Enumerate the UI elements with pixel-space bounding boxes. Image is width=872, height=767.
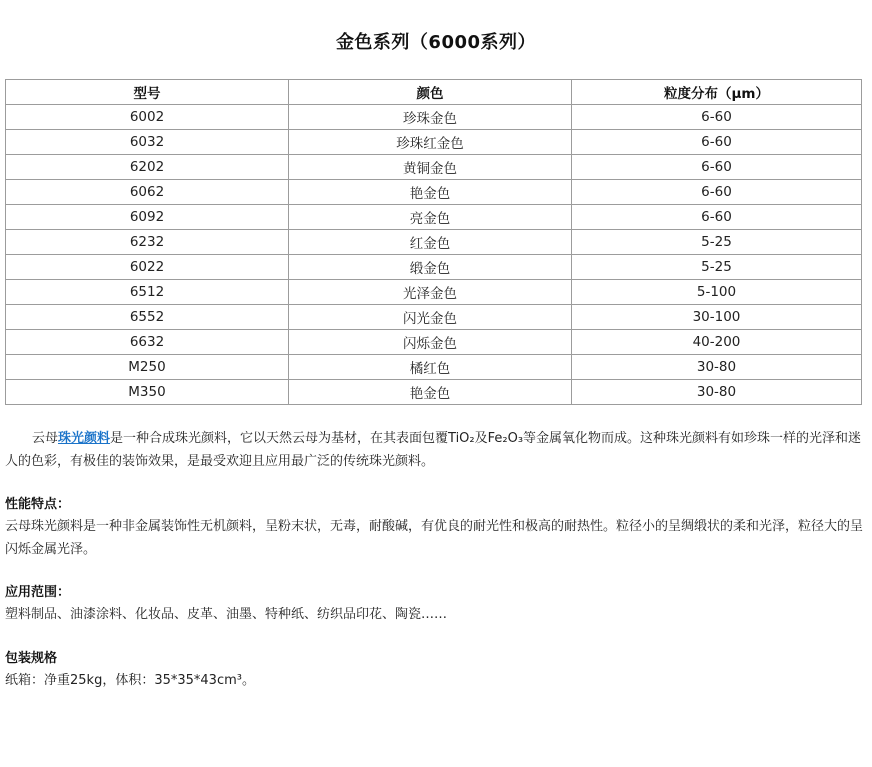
cell-particle-size: 30-80 xyxy=(572,380,862,405)
column-header-model: 型号 xyxy=(6,80,289,105)
table-row xyxy=(6,380,862,405)
spec-table xyxy=(5,79,862,405)
table-row xyxy=(6,180,862,205)
cell-model: 6232 xyxy=(6,230,289,255)
applications-heading: 应用范围： xyxy=(5,585,71,600)
intro-prefix: 云母 xyxy=(32,431,59,446)
cell-particle-size: 6-60 xyxy=(572,105,862,130)
cell-model: 6022 xyxy=(6,255,289,280)
cell-color: 珍珠红金色 xyxy=(289,130,572,155)
cell-particle-size: 6-60 xyxy=(572,130,862,155)
packaging-heading: 包装规格 xyxy=(5,651,58,666)
cell-particle-size: 5-25 xyxy=(572,230,862,255)
table-row xyxy=(6,155,862,180)
cell-particle-size: 5-100 xyxy=(572,280,862,305)
table-row xyxy=(6,355,862,380)
cell-color: 闪烁金色 xyxy=(289,330,572,355)
cell-model: M250 xyxy=(6,355,289,380)
column-header-color: 颜色 xyxy=(289,80,572,105)
cell-color: 闪光金色 xyxy=(289,305,572,330)
cell-model: M350 xyxy=(6,380,289,405)
cell-color: 橘红色 xyxy=(289,355,572,380)
features-text: 云母珠光颜料是一种非金属装饰性无机颜料，呈粉末状，无毒，耐酸碱，有优良的耐光性和极高的耐热性。粒径小的呈绸缎状的柔和光泽，粒径大的呈闪烁金属光泽。 xyxy=(5,519,864,557)
cell-color: 珍珠金色 xyxy=(289,105,572,130)
table-row xyxy=(6,305,862,330)
cell-color: 黄铜金色 xyxy=(289,155,572,180)
column-header-particle-size: 粒度分布（μm） xyxy=(572,80,862,105)
cell-model: 6092 xyxy=(6,205,289,230)
table-row xyxy=(6,205,862,230)
cell-color: 缎金色 xyxy=(289,255,572,280)
cell-particle-size: 5-25 xyxy=(572,255,862,280)
cell-particle-size: 6-60 xyxy=(572,205,862,230)
cell-model: 6002 xyxy=(6,105,289,130)
features-heading: 性能特点： xyxy=(5,497,71,512)
cell-model: 6512 xyxy=(6,280,289,305)
cell-color: 艳金色 xyxy=(289,380,572,405)
intro-text: 是一种合成珠光颜料，它以天然云母为基材，在其表面包覆TiO₂及Fe₂O₃等金属氧化物而成。这种珠光颜料有如珍珠一样的光泽和迷人的色彩，有极佳的装饰效果，是最受欢迎且应用最广泛的传统珠光颜料。 xyxy=(5,431,862,469)
cell-particle-size: 40-200 xyxy=(572,330,862,355)
table-row xyxy=(6,105,862,130)
intro-paragraph xyxy=(5,427,863,473)
table-row xyxy=(6,280,862,305)
cell-color: 红金色 xyxy=(289,230,572,255)
table-row xyxy=(6,130,862,155)
cell-model: 6062 xyxy=(6,180,289,205)
table-row xyxy=(6,330,862,355)
table-header-row xyxy=(6,80,862,105)
table-row xyxy=(6,255,862,280)
pearl-pigment-link[interactable]: 珠光颜料 xyxy=(58,431,111,446)
cell-particle-size: 6-60 xyxy=(572,180,862,205)
page-title: 金色系列（6000系列） xyxy=(335,32,537,53)
cell-color: 光泽金色 xyxy=(289,280,572,305)
cell-color: 亮金色 xyxy=(289,205,572,230)
cell-model: 6632 xyxy=(6,330,289,355)
cell-model: 6032 xyxy=(6,130,289,155)
packaging-text: 纸箱：净重25kg，体积：35*35*43cm³。 xyxy=(5,673,255,688)
cell-particle-size: 30-80 xyxy=(572,355,862,380)
cell-model: 6552 xyxy=(6,305,289,330)
table-row xyxy=(6,230,862,255)
applications-text: 塑料制品、油漆涂料、化妆品、皮革、油墨、特种纸、纺织品印花、陶瓷…… xyxy=(5,607,448,622)
cell-color: 艳金色 xyxy=(289,180,572,205)
cell-particle-size: 30-100 xyxy=(572,305,862,330)
cell-model: 6202 xyxy=(6,155,289,180)
cell-particle-size: 6-60 xyxy=(572,155,862,180)
